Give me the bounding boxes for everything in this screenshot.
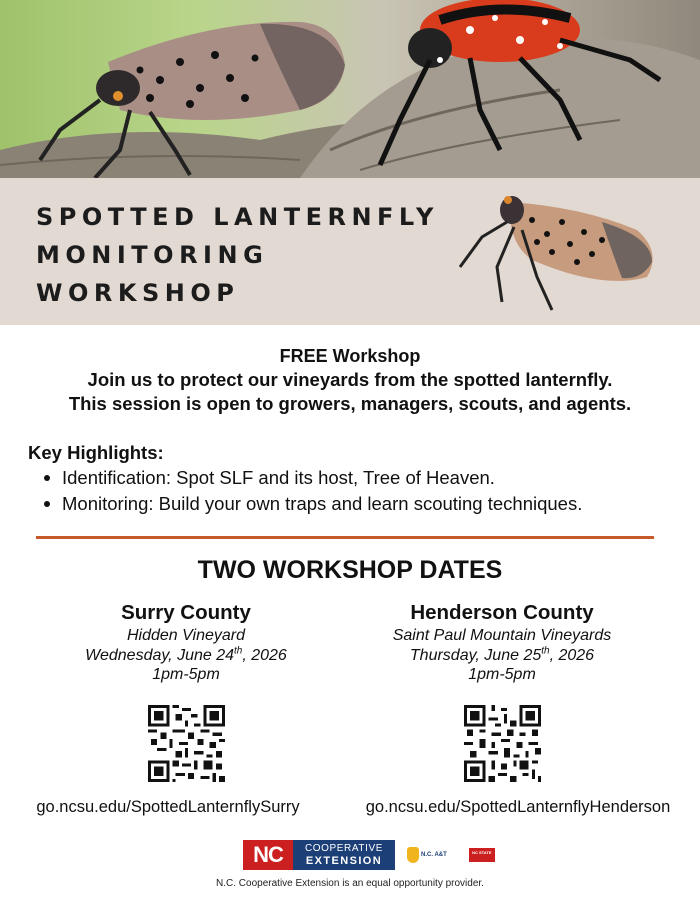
date-text: Wednesday, June 24: [85, 646, 234, 664]
list-item: Monitoring: Build your own traps and learn scouting techniques.: [28, 491, 688, 517]
county-name: Surry County: [121, 601, 251, 624]
date-ordinal: th: [541, 645, 550, 657]
intro-section: [0, 344, 700, 416]
nc-state-logo: NC STATE: [469, 848, 495, 862]
coop-line: EXTENSION: [305, 855, 383, 867]
workshop-title: [36, 198, 439, 312]
workshop-date: [352, 646, 652, 666]
county-name: Henderson County: [410, 601, 594, 624]
title-line: MONITORING: [36, 241, 269, 269]
qr-code[interactable]: [464, 705, 541, 782]
highlights-title: Key Highlights:: [28, 442, 164, 463]
date-year: , 2026: [242, 646, 287, 664]
aandt-seal-icon: [407, 847, 419, 863]
lanternfly-illustration: [452, 182, 662, 322]
section-divider: [36, 536, 654, 539]
equal-opportunity-statement: N.C. Cooperative Extension is an equal opportunity provider.: [216, 878, 484, 889]
coop-line: COOPERATIVE: [304, 843, 384, 854]
lanternfly-photo-banner: [0, 0, 700, 178]
nc-cooperative-extension-logo: [243, 840, 395, 870]
highlights-list: [28, 465, 688, 517]
venue: Hidden Vineyard: [126, 627, 245, 644]
intro-line: Join us to protect our vineyards from the spotted lanternfly.: [87, 369, 613, 390]
aandt-label: N.C. A&T: [421, 851, 447, 858]
surry-registration-link[interactable]: go.ncsu.edu/SpottedLanternflySurry: [36, 798, 300, 816]
date-text: Thursday, June 25: [409, 646, 542, 664]
title-band: [0, 178, 700, 325]
workshop-date: [36, 646, 336, 666]
list-item: Identification: Spot SLF and its host, Tree of Heaven.: [28, 465, 688, 491]
title-line: WORKSHOP: [36, 279, 240, 307]
workshop-time: 1pm-5pm: [468, 666, 536, 683]
extension-wordmark: [293, 840, 395, 870]
workshop-surry: [36, 600, 336, 782]
nc-aandt-logo: [407, 845, 447, 865]
qr-code[interactable]: [148, 705, 225, 782]
workshop-henderson: [352, 600, 652, 782]
henderson-registration-link[interactable]: go.ncsu.edu/SpottedLanternflyHenderson: [365, 798, 671, 816]
date-year: , 2026: [549, 646, 595, 664]
key-highlights: [28, 441, 688, 517]
workshop-time: 1pm-5pm: [152, 666, 220, 683]
date-ordinal: th: [234, 645, 243, 657]
title-line: SPOTTED LANTERNFLY: [36, 203, 439, 231]
free-workshop-label: FREE Workshop: [279, 346, 421, 366]
nc-logo-mark: NC: [243, 840, 293, 870]
partner-logos: [243, 840, 495, 870]
dates-heading: TWO WORKSHOP DATES: [197, 556, 503, 584]
lanternfly-photo: [0, 0, 700, 178]
intro-line: This session is open to growers, managers, scouts, and agents.: [68, 393, 632, 414]
venue: Saint Paul Mountain Vineyards: [392, 627, 612, 644]
